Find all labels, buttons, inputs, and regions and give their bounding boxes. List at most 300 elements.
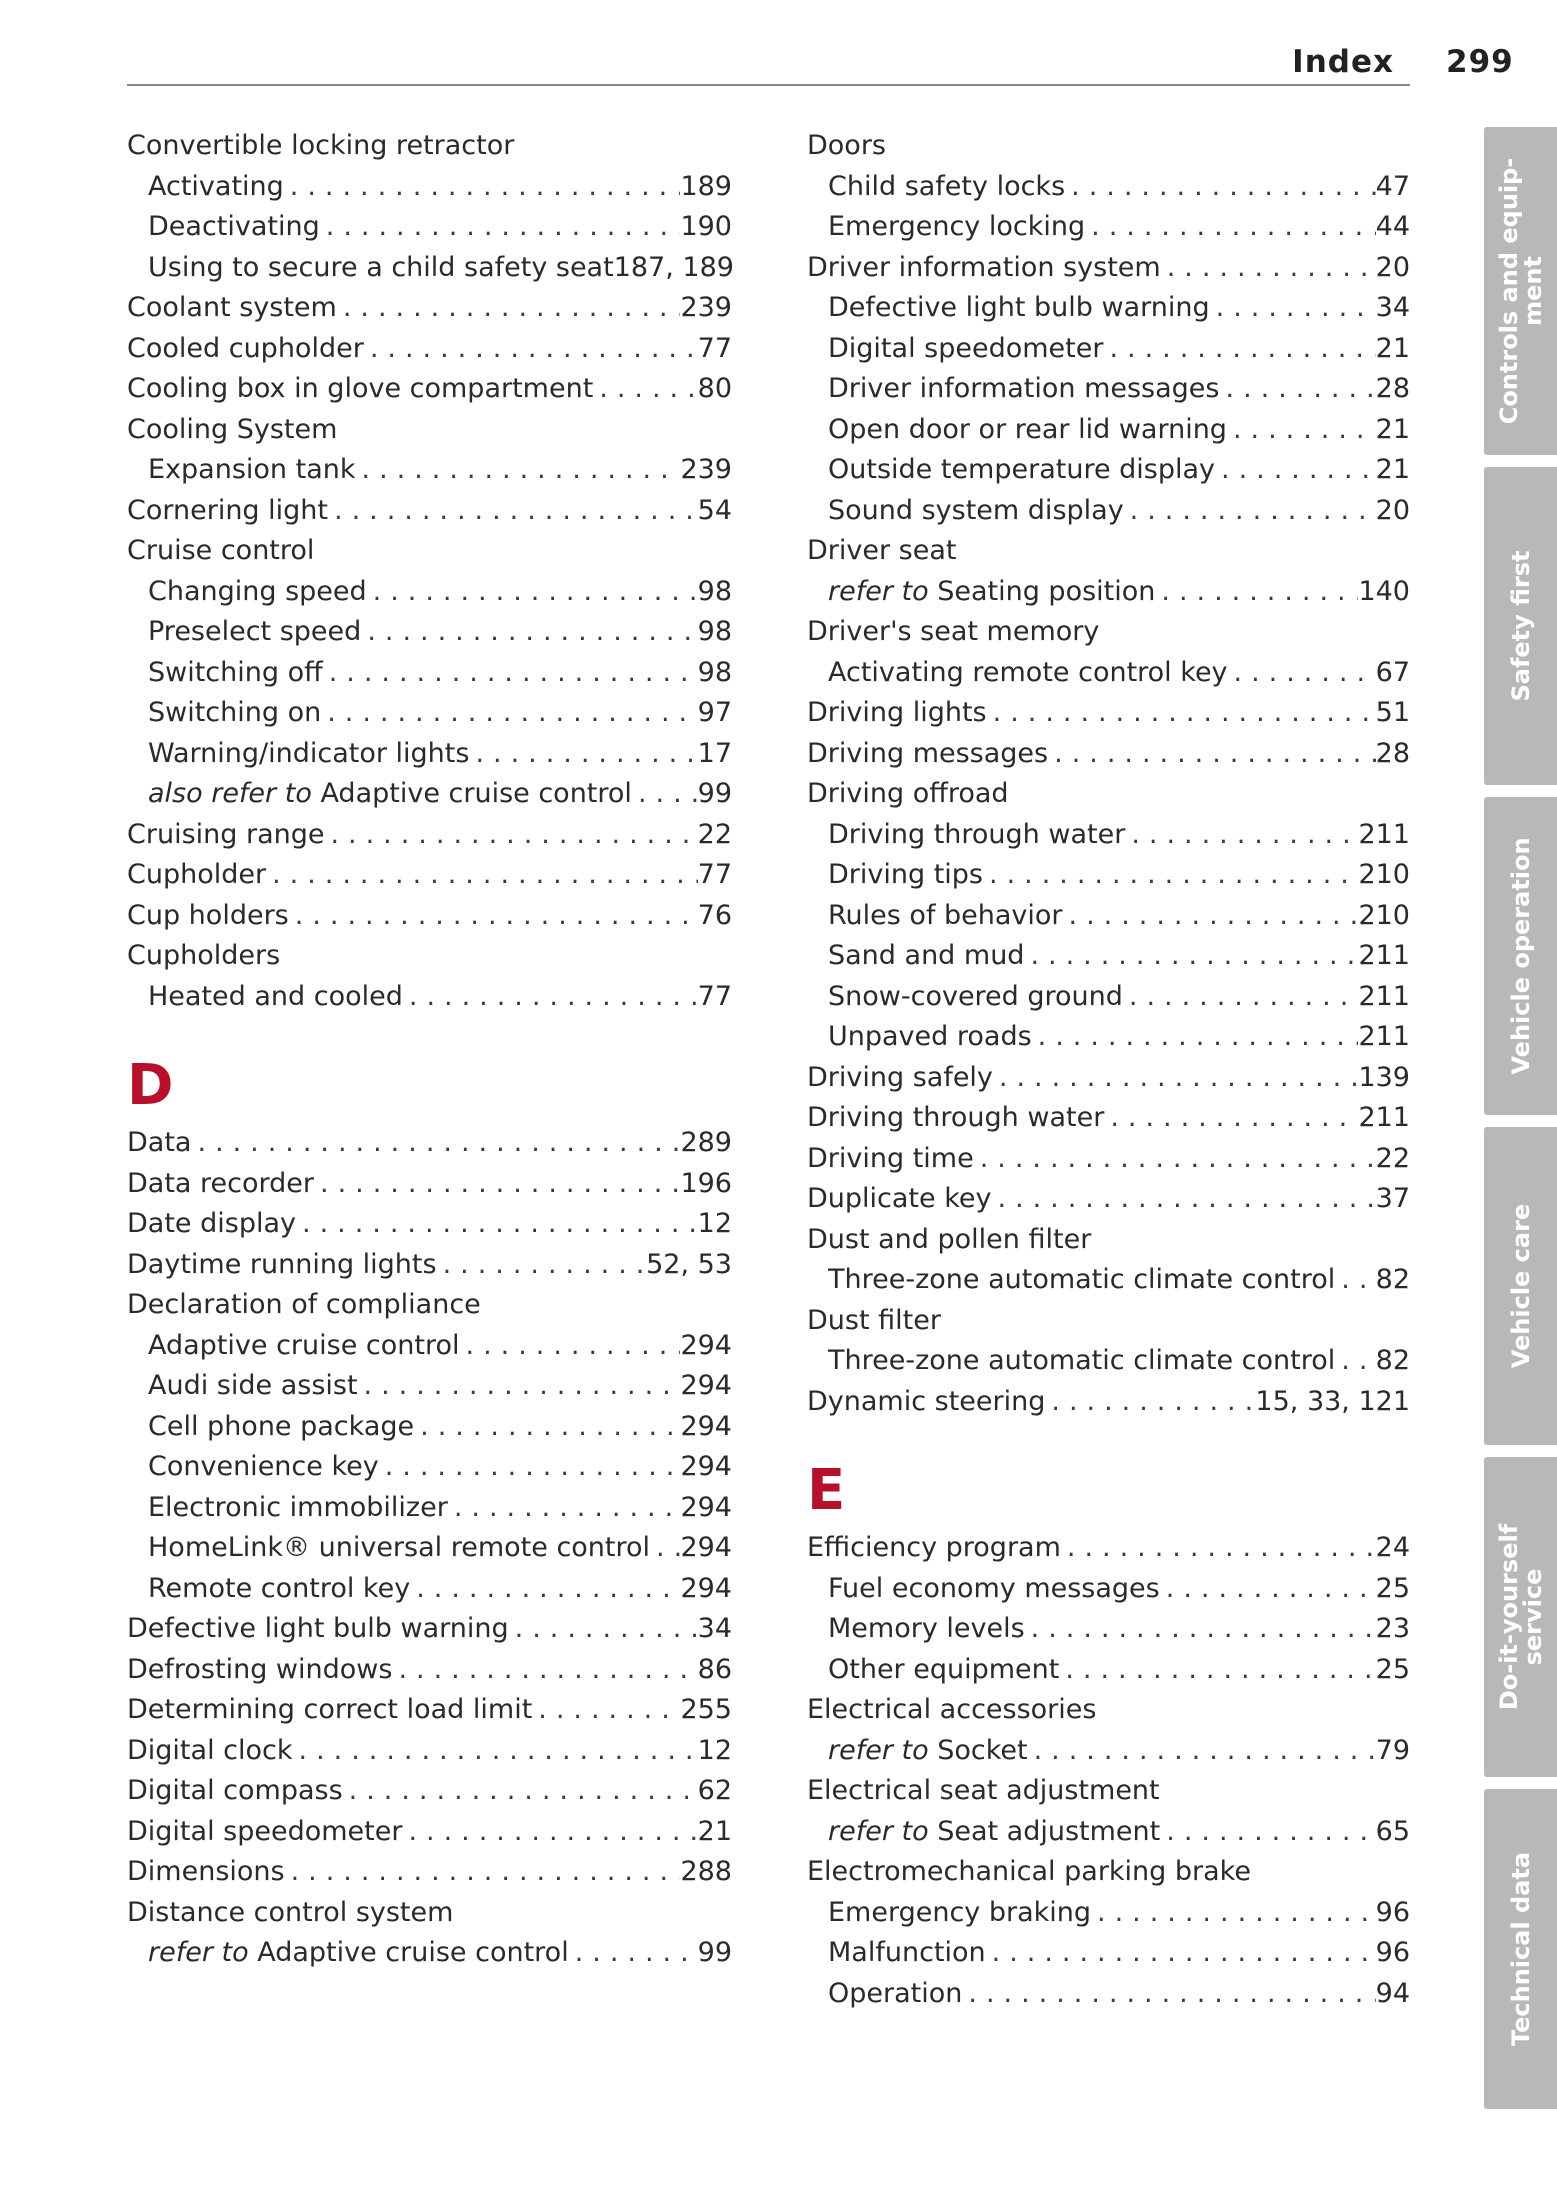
entry-term [807,693,987,734]
entry-term [807,531,956,572]
index-subentry [127,1447,732,1488]
entry-term [148,977,403,1018]
page-reference: 62 [697,1775,732,1806]
page-reference: 288 [680,1856,732,1887]
page-reference: 12 [697,1208,732,1239]
index-entry [807,531,1410,572]
dot-leader [1061,1528,1376,1569]
index-subentry [807,896,1410,937]
entry-text: Remote control key [148,1572,411,1604]
entry-term [148,612,361,653]
entry-text: Deactivating [148,211,320,242]
page-reference: 190 [680,211,732,242]
entry-term [807,1058,993,1099]
index-subentry [807,1974,1410,2015]
dot-leader [983,855,1358,896]
index-subentry [127,248,732,289]
cross-reference-prefix: refer to [828,1734,929,1766]
entry-text: Warning/indicator lights [148,737,470,769]
index-subentry [807,1893,1410,1934]
entry-text: Outside temperature display [828,454,1216,485]
entry-term [148,450,356,491]
entry-text: Adaptive cruise control [257,1937,569,1968]
section-letter: D [127,1053,174,1118]
page-reference: 294 [680,1491,732,1523]
dot-leader [314,1164,680,1205]
entry-text: Emergency braking [828,1896,1092,1928]
page-reference: 294 [680,1370,732,1401]
index-entry [807,1852,1410,1893]
index-entry [127,1245,732,1286]
page-reference: 37 [1375,1183,1410,1214]
index-entry [807,612,1410,653]
entry-text: Driving messages [807,737,1049,769]
page-reference: 139 [1358,1061,1410,1093]
page-reference: 196 [680,1167,732,1199]
dot-leader [1335,1341,1375,1382]
entry-text: Digital clock [127,1734,293,1766]
page-reference: 94 [1375,1977,1410,2009]
dot-leader [402,1812,697,1853]
entry-text: Switching off [148,656,323,688]
entry-text: Digital compass [127,1775,343,1806]
dot-leader [1091,1893,1376,1934]
entry-text: Convertible locking retractor [127,130,515,161]
entry-term [807,1098,1104,1139]
index-entry [127,329,732,370]
dot-leader [1125,815,1358,856]
cross-reference-prefix: refer to [828,1815,929,1847]
index-entry [127,1204,732,1245]
entry-text: Adaptive cruise control [148,1329,460,1361]
entry-term [828,815,1125,856]
entry-term [148,1447,379,1488]
index-entry [127,1285,732,1326]
index-entry [807,693,1410,734]
entry-text: Driver's seat memory [807,616,1100,647]
index-subentry [127,1933,732,1974]
entry-text: Electrical accessories [807,1694,1097,1725]
index-subentry [807,572,1410,613]
chapter-tab-safety[interactable] [1484,467,1557,785]
index-column-right [807,126,1410,2014]
entry-term [127,1245,437,1286]
dot-leader [986,1933,1376,1974]
index-subentry [807,288,1410,329]
entry-term [127,1893,453,1934]
index-subentry [807,855,1410,896]
dot-leader [1103,329,1375,370]
entry-term [828,207,1085,248]
dot-leader [437,1245,647,1286]
entry-text: Fuel economy messages [828,1572,1160,1604]
entry-text: Switching on [148,697,322,728]
index-subentry [807,1731,1410,1772]
page-reference: 44 [1375,211,1410,242]
page-reference: 77 [697,332,732,364]
entry-text: Duplicate key [807,1183,992,1214]
entry-term [127,369,593,410]
entry-term [148,1488,448,1529]
index-subentry [807,167,1410,208]
entry-term [807,1179,991,1220]
page-reference: 20 [1375,251,1410,283]
index-entry [127,410,732,451]
dot-leader [1024,936,1358,977]
index-entry [807,774,1410,815]
chapter-tab-diy-service[interactable] [1484,1457,1557,1777]
dot-leader [1215,450,1376,491]
dot-leader [284,167,681,208]
index-subentry [127,207,732,248]
dot-leader [1025,1609,1376,1650]
entry-text: Adaptive cruise control [320,778,632,809]
entry-text: Dynamic steering [807,1385,1046,1417]
entry-term [127,491,328,532]
index-subentry [127,612,732,653]
entry-term [807,1220,1091,1261]
index-subentry [807,329,1410,370]
page-reference: 21 [1375,454,1410,485]
page-reference: 211 [1358,818,1410,850]
page-reference: 210 [1358,859,1410,890]
index-subentry [807,977,1410,1018]
entry-term [807,1771,1160,1812]
entry-text: Cruising range [127,818,325,850]
dot-leader [962,1974,1375,2015]
entry-text: Driving tips [828,859,983,890]
page-reference: 239 [680,454,732,485]
entry-term [127,1812,402,1853]
entry-text: Cornering light [127,494,328,526]
entry-text: Driving through water [807,1102,1105,1133]
entry-text: Determining correct load limit [127,1694,533,1725]
dot-leader [1227,410,1376,451]
dot-leader [448,1488,681,1529]
dot-leader [1063,896,1359,937]
section-title: Index [1292,44,1394,80]
entry-term [148,207,320,248]
page-reference: 294 [680,1451,732,1482]
index-entry [127,815,732,856]
entry-text: Rules of behavior [828,899,1063,931]
index-subentry [807,936,1410,977]
entry-text: Changing speed [148,575,367,607]
chapter-tab-vehicle-operation[interactable] [1484,797,1557,1115]
page-reference: 99 [697,778,732,809]
entry-text: Socket [937,1734,1028,1766]
page-reference: 294 [680,1572,732,1604]
dot-leader [569,1933,698,1974]
entry-text: Sand and mud [828,940,1025,971]
index-entry [127,288,732,329]
dot-leader [632,774,698,815]
page-reference: 17 [697,737,732,769]
entry-text: Defective light bulb warning [828,292,1210,323]
page-reference: 77 [697,980,732,1012]
page-reference: 80 [697,373,732,404]
dot-leader [1160,1569,1376,1610]
page-reference: 98 [697,656,732,688]
entry-term [148,1569,410,1610]
entry-text: Driving time [807,1142,974,1174]
dot-leader [414,1407,680,1448]
dot-leader [321,693,697,734]
page-reference: 210 [1358,899,1410,931]
index-entry [127,1609,732,1650]
chapter-tab-label: Technical data [1506,1851,1535,2047]
dot-leader [1065,167,1376,208]
page-reference: 255 [680,1694,732,1725]
index-entry [127,369,732,410]
chapter-tab-label: Vehicle care [1506,1203,1535,1369]
entry-term [148,572,367,613]
index-entry [807,1301,1410,1342]
entry-term [148,1366,358,1407]
dot-leader [532,1690,680,1731]
page-reference: 211 [1358,940,1410,971]
page-reference: 21 [1375,413,1410,445]
index-subentry [127,653,732,694]
page-reference: 67 [1375,656,1410,688]
entry-term [148,1326,460,1367]
dot-leader [392,1650,697,1691]
entry-term [807,248,1161,289]
entry-term [828,1341,1335,1382]
index-entry [127,1812,732,1853]
entry-term [148,1528,650,1569]
index-column-left [127,126,732,1974]
chapter-tab-controls[interactable] [1484,127,1557,455]
dot-leader [1220,369,1376,410]
page-reference: 24 [1375,1532,1410,1563]
dot-leader [1104,1098,1358,1139]
page-reference: 211 [1358,980,1410,1012]
entry-term [828,572,1155,613]
index-entry [807,1058,1410,1099]
index-subentry [807,815,1410,856]
dot-leader [293,1731,698,1772]
index-subentry [127,167,732,208]
page-reference: 25 [1375,1572,1410,1604]
entry-term [148,653,323,694]
entry-text: Doors [807,130,886,161]
entry-text: Other equipment [828,1653,1060,1685]
page-reference: 294 [680,1410,732,1442]
dot-leader [356,450,681,491]
entry-text: Snow-covered ground [828,980,1123,1012]
entry-text: Electronic immobilizer [148,1491,448,1523]
entry-term [828,410,1227,451]
dot-leader [1155,572,1358,613]
index-subentry [807,369,1410,410]
dot-leader [367,572,698,613]
dot-leader [991,1179,1375,1220]
index-entry [807,1382,1410,1423]
page-reference: 99 [697,1937,732,1968]
entry-text: Declaration of compliance [127,1289,481,1320]
entry-term [828,977,1123,1018]
entry-text: Heated and cooled [148,980,403,1012]
page-reference: 15, 33, 121 [1255,1385,1410,1417]
entry-text: Three-zone automatic climate control [828,1345,1336,1376]
dot-leader [1045,1382,1255,1423]
index-entry [807,1771,1410,1812]
dot-leader [324,815,697,856]
entry-text: Cooling box in glove compartment [127,373,594,404]
entry-text: Preselect speed [148,616,362,647]
entry-text: Expansion tank [148,454,356,485]
entry-text: Data recorder [127,1167,315,1199]
entry-term [807,1382,1045,1423]
index-entry [127,531,732,572]
index-subentry [807,1609,1410,1650]
page-reference: 34 [1375,292,1410,323]
entry-term [828,1650,1059,1691]
entry-text: Child safety locks [828,170,1066,202]
dot-leader [320,207,681,248]
index-entry [127,126,732,167]
entry-text: Cupholder [127,859,267,890]
index-entry [807,1690,1410,1731]
page-reference: 98 [697,616,732,647]
index-entry [127,1731,732,1772]
page-reference: 77 [697,859,732,890]
page-reference: 294 [680,1532,732,1563]
entry-term [127,1204,296,1245]
entry-text: Digital speedometer [828,332,1104,364]
entry-term [828,288,1210,329]
dot-leader [509,1609,698,1650]
page-reference: 28 [1375,737,1410,769]
entry-term [828,855,983,896]
page-reference: 97 [697,697,732,728]
entry-term [807,1690,1096,1731]
entry-term [807,774,1009,815]
entry-term [148,248,614,289]
chapter-tab-label: Controls and equip-ment [1494,157,1547,425]
entry-text: Daytime running lights [127,1248,437,1280]
entry-text: Driving offroad [807,778,1009,809]
entry-term [807,1528,1061,1569]
entry-term [828,896,1063,937]
entry-term [148,774,632,815]
entry-term [127,1771,343,1812]
entry-text: Cup holders [127,899,289,931]
index-entry [127,855,732,896]
index-subentry [807,1017,1410,1058]
entry-text: Three-zone automatic climate control [828,1264,1336,1295]
chapter-tab-technical-data[interactable] [1484,1789,1557,2109]
page-reference: 189 [680,170,732,202]
entry-text: Electrical seat adjustment [807,1775,1160,1806]
entry-text: Digital speedometer [127,1815,403,1847]
entry-text: Malfunction [828,1937,986,1968]
chapter-tab-label: Do-it-yourself service [1494,1523,1547,1711]
entry-term [148,167,284,208]
index-subentry [127,572,732,613]
dot-leader [266,855,698,896]
page-reference: 28 [1375,373,1410,404]
index-entry [127,1893,732,1934]
entry-text: Emergency locking [828,211,1086,242]
dot-leader [410,1569,680,1610]
page-reference: 289 [680,1127,732,1158]
index-entry [127,936,732,977]
cross-reference-prefix: also refer to [148,778,312,809]
section-letter: E [807,1458,846,1523]
page-reference: 294 [680,1329,732,1361]
cross-reference-prefix: refer to [828,575,929,607]
entry-term [828,491,1124,532]
entry-term [127,126,514,167]
index-entry [127,1690,732,1731]
entry-text: Seating position [937,575,1156,607]
dot-leader [1160,1812,1375,1853]
entry-term [127,1609,509,1650]
index-subentry [127,1528,732,1569]
entry-term [148,693,321,734]
dot-leader [343,1771,698,1812]
entry-text: Driving lights [807,697,987,728]
page-reference: 47 [1375,170,1410,202]
chapter-tab-vehicle-care[interactable] [1484,1127,1557,1445]
index-subentry [807,1812,1410,1853]
index-subentry [807,410,1410,451]
dot-leader [650,1528,680,1569]
entry-text: Cooled cupholder [127,332,364,364]
index-entry [127,896,732,937]
page-reference: 54 [697,494,732,526]
page-reference: 52, 53 [646,1248,732,1280]
entry-text: Dust filter [807,1304,941,1336]
dot-leader [1028,1731,1376,1772]
entry-text: Open door or rear lid warning [828,413,1227,445]
entry-text: Driving safely [807,1061,993,1093]
entry-term [127,936,280,977]
page-reference: 211 [1358,1021,1410,1052]
entry-term [148,1407,414,1448]
entry-text: Defective light bulb warning [127,1613,509,1644]
entry-term [127,1123,191,1164]
dot-leader [379,1447,681,1488]
entry-text: Cell phone package [148,1410,415,1442]
index-subentry [807,1260,1410,1301]
entry-term [828,1933,986,1974]
entry-term [828,1893,1091,1934]
entry-text: Cooling System [127,413,338,445]
dot-leader [460,1326,681,1367]
page-reference: 86 [697,1653,732,1685]
page-reference: 98 [697,575,732,607]
dot-leader [1161,248,1376,289]
entry-text: Coolant system [127,292,337,323]
entry-term [828,1569,1160,1610]
index-subentry [127,1407,732,1448]
entry-text: Driver information system [807,251,1161,283]
index-entry [127,1771,732,1812]
entry-text: Activating remote control key [828,656,1228,688]
entry-text: Dust and pollen filter [807,1223,1092,1255]
entry-term [828,1017,1032,1058]
entry-text: Driver information messages [828,373,1220,404]
header-divider [127,84,1410,86]
entry-term [127,410,337,451]
index-subentry [807,450,1410,491]
entry-term [127,896,289,937]
dot-leader [364,329,698,370]
dot-leader [358,1366,681,1407]
